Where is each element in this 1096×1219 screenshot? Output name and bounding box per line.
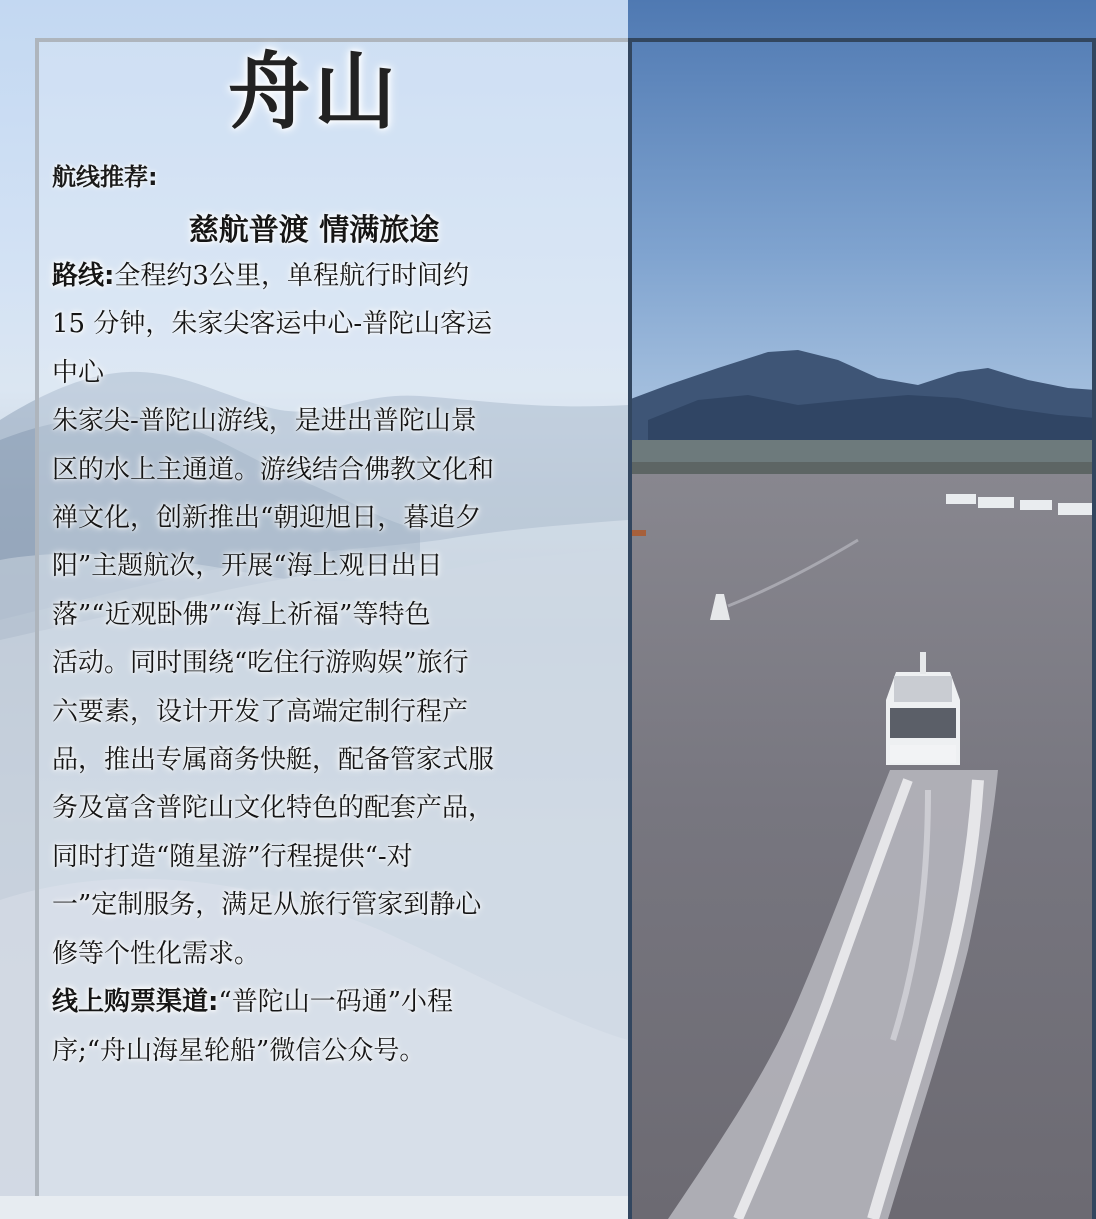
bottom-strip xyxy=(0,1196,628,1219)
page-title: 舟山 xyxy=(227,44,400,141)
description-line: 落”“近观卧佛”“海上祈福”等特色 xyxy=(52,599,431,630)
description-line: 朱家尖-普陀山游线，是进出普陀山景 xyxy=(52,406,477,437)
route-label: 路线: xyxy=(52,261,115,291)
description-line: 修等个性化需求。 xyxy=(52,938,261,969)
tickets-text-1: “普陀山一码通”小程 xyxy=(218,987,453,1018)
ferry-photo xyxy=(628,0,1096,1219)
description-line: 务及富含普陀山文化特色的配套产品， xyxy=(52,793,495,824)
route-line-2: 15 分钟，朱家尖客运中心-普陀山客运 xyxy=(52,309,493,340)
body-text xyxy=(52,252,572,1075)
route-line-3: 中心 xyxy=(52,357,105,388)
description-line: 区的水上主通道。游线结合佛教文化和 xyxy=(52,454,495,485)
route-line-1 xyxy=(52,252,572,300)
description-line: 禅文化，创新推出“朝迎旭日，暮追夕 xyxy=(52,503,482,534)
description-line: 六要素，设计开发了高端定制行程产 xyxy=(52,696,469,727)
tickets-label: 线上购票渠道: xyxy=(52,987,219,1018)
description-line: 品，推出专属商务快艇，配备管家式服 xyxy=(52,745,495,776)
route-subtitle: 慈航普渡 情满旅途 xyxy=(188,213,440,248)
description-line: 阳”主题航次，开展“海上观日出日 xyxy=(52,551,443,582)
route-text-1: 全程约3公里，单程航行时间约 xyxy=(114,261,469,291)
tickets-line-1 xyxy=(52,978,572,1026)
tickets-line-2: 序;“舟山海星轮船”微信公众号。 xyxy=(52,1035,426,1066)
section-label: 航线推荐: xyxy=(52,163,158,191)
description-line: 活动。同时围绕“吃住行游购娱”旅行 xyxy=(52,648,469,679)
description-line: 一”定制服务，满足从旅行管家到静心 xyxy=(52,890,482,921)
description-line: 同时打造“随星游”行程提供“-对 xyxy=(52,841,413,872)
